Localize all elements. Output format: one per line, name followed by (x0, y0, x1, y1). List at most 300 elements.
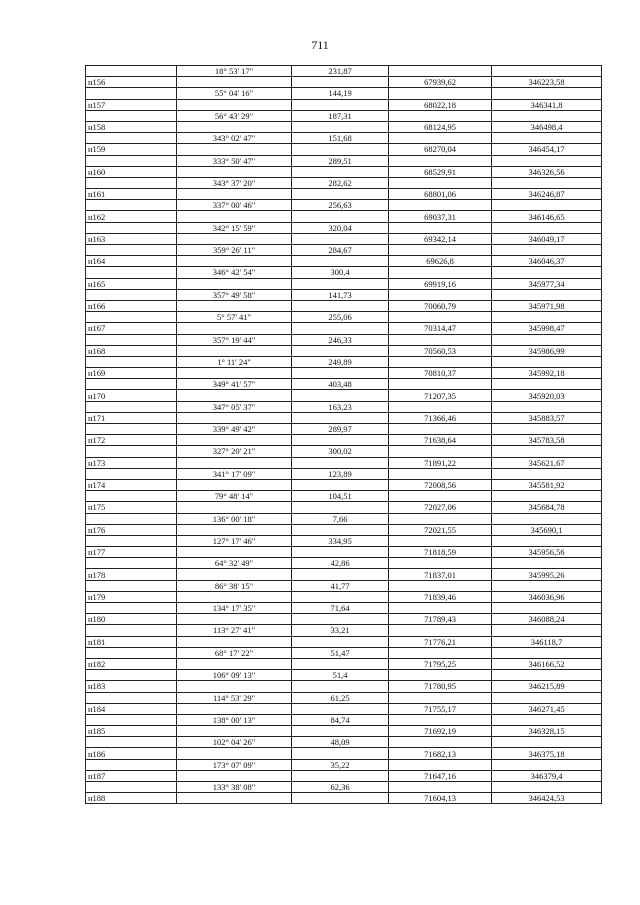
point-cell (86, 782, 177, 793)
bearing-cell: 102° 04' 26" (177, 737, 292, 748)
point-cell: н162 (86, 211, 177, 222)
table-row (86, 714, 602, 725)
y-coordinate-cell: 346223,58 (492, 77, 602, 88)
point-cell (86, 133, 177, 144)
y-coordinate-cell: 345992,18 (492, 368, 602, 379)
y-coordinate-cell: 346118,7 (492, 636, 602, 647)
distance-cell: 284,67 (292, 245, 389, 256)
bearing-cell: 136° 00' 18" (177, 513, 292, 524)
x-coordinate-cell (389, 558, 492, 569)
point-cell: н156 (86, 77, 177, 88)
bearing-cell (177, 636, 292, 647)
x-coordinate-cell: 70810,37 (389, 368, 492, 379)
table-row (86, 289, 602, 300)
x-coordinate-cell: 71789,43 (389, 614, 492, 625)
bearing-cell: 133° 38' 08" (177, 782, 292, 793)
x-coordinate-cell (389, 200, 492, 211)
table-row (86, 726, 602, 737)
x-coordinate-cell: 71818,59 (389, 547, 492, 558)
y-coordinate-cell (492, 66, 602, 77)
table-row (86, 121, 602, 132)
boundary-coordinates-table (85, 65, 602, 804)
point-cell: н172 (86, 435, 177, 446)
x-coordinate-cell: 71837,01 (389, 569, 492, 580)
x-coordinate-cell: 67939,62 (389, 77, 492, 88)
bearing-cell (177, 569, 292, 580)
bearing-cell (177, 77, 292, 88)
bearing-cell: 134° 17' 35" (177, 603, 292, 614)
x-coordinate-cell (389, 513, 492, 524)
x-coordinate-cell: 71891,22 (389, 457, 492, 468)
point-cell (86, 379, 177, 390)
point-cell: н168 (86, 345, 177, 356)
y-coordinate-cell: 345684,78 (492, 502, 602, 513)
table-row (86, 211, 602, 222)
bearing-cell (177, 479, 292, 490)
distance-cell: 123,89 (292, 468, 389, 479)
x-coordinate-cell: 68529,91 (389, 166, 492, 177)
point-cell: н166 (86, 300, 177, 311)
x-coordinate-cell (389, 759, 492, 770)
table-row (86, 66, 602, 77)
distance-cell: 62,36 (292, 782, 389, 793)
distance-cell: 42,86 (292, 558, 389, 569)
table-row (86, 99, 602, 110)
distance-cell (292, 300, 389, 311)
x-coordinate-cell (389, 177, 492, 188)
point-cell: н161 (86, 189, 177, 200)
table-row (86, 300, 602, 311)
bearing-cell: 138° 00' 13" (177, 714, 292, 725)
x-coordinate-cell: 69626,8 (389, 256, 492, 267)
distance-cell: 84,74 (292, 714, 389, 725)
bearing-cell (177, 412, 292, 423)
table-row (86, 614, 602, 625)
bearing-cell (177, 435, 292, 446)
y-coordinate-cell: 345986,99 (492, 345, 602, 356)
table-row (86, 603, 602, 614)
distance-cell: 104,51 (292, 491, 389, 502)
distance-cell (292, 770, 389, 781)
table-row (86, 468, 602, 479)
distance-cell (292, 591, 389, 602)
y-coordinate-cell: 346146,65 (492, 211, 602, 222)
bearing-cell (177, 726, 292, 737)
table-row (86, 703, 602, 714)
distance-cell: 300,02 (292, 446, 389, 457)
point-cell (86, 647, 177, 658)
table-row (86, 222, 602, 233)
y-coordinate-cell (492, 133, 602, 144)
table-row (86, 345, 602, 356)
x-coordinate-cell (389, 647, 492, 658)
table-row (86, 334, 602, 345)
distance-cell (292, 390, 389, 401)
x-coordinate-cell: 72021,55 (389, 524, 492, 535)
y-coordinate-cell: 346424,53 (492, 793, 602, 804)
table-row (86, 748, 602, 759)
distance-cell (292, 99, 389, 110)
table-row (86, 356, 602, 367)
bearing-cell (177, 547, 292, 558)
y-coordinate-cell (492, 267, 602, 278)
y-coordinate-cell (492, 334, 602, 345)
distance-cell (292, 547, 389, 558)
point-cell: н175 (86, 502, 177, 513)
y-coordinate-cell (492, 200, 602, 211)
point-cell: н182 (86, 658, 177, 669)
point-cell: н187 (86, 770, 177, 781)
bearing-cell: 357° 49' 58" (177, 289, 292, 300)
x-coordinate-cell (389, 446, 492, 457)
x-coordinate-cell (389, 491, 492, 502)
point-cell: н158 (86, 121, 177, 132)
x-coordinate-cell: 71776,21 (389, 636, 492, 647)
x-coordinate-cell: 69342,14 (389, 233, 492, 244)
bearing-cell: 343° 02' 47" (177, 133, 292, 144)
y-coordinate-cell (492, 535, 602, 546)
bearing-cell (177, 99, 292, 110)
table-row (86, 479, 602, 490)
table-row (86, 692, 602, 703)
distance-cell: 289,97 (292, 424, 389, 435)
bearing-cell (177, 614, 292, 625)
point-cell (86, 245, 177, 256)
table-row (86, 412, 602, 423)
x-coordinate-cell (389, 267, 492, 278)
x-coordinate-cell: 71638,64 (389, 435, 492, 446)
table-row (86, 189, 602, 200)
x-coordinate-cell: 72008,56 (389, 479, 492, 490)
x-coordinate-cell: 68022,18 (389, 99, 492, 110)
table-row (86, 782, 602, 793)
bearing-cell (177, 211, 292, 222)
bearing-cell: 337° 00' 46" (177, 200, 292, 211)
point-cell: н160 (86, 166, 177, 177)
y-coordinate-cell (492, 110, 602, 121)
bearing-cell: 173° 07' 09" (177, 759, 292, 770)
x-coordinate-cell (389, 714, 492, 725)
x-coordinate-cell: 71795,25 (389, 658, 492, 669)
distance-cell: 320,04 (292, 222, 389, 233)
y-coordinate-cell (492, 580, 602, 591)
x-coordinate-cell (389, 379, 492, 390)
point-cell: н167 (86, 323, 177, 334)
y-coordinate-cell: 346454,17 (492, 144, 602, 155)
distance-cell (292, 323, 389, 334)
y-coordinate-cell (492, 88, 602, 99)
x-coordinate-cell (389, 737, 492, 748)
point-cell (86, 200, 177, 211)
table-row (86, 636, 602, 647)
y-coordinate-cell: 346166,52 (492, 658, 602, 669)
bearing-cell: 5° 57' 41" (177, 312, 292, 323)
bearing-cell: 79° 48' 14" (177, 491, 292, 502)
y-coordinate-cell: 345621,67 (492, 457, 602, 468)
x-coordinate-cell (389, 133, 492, 144)
point-cell (86, 580, 177, 591)
point-cell: н173 (86, 457, 177, 468)
table-row (86, 267, 602, 278)
x-coordinate-cell (389, 670, 492, 681)
table-row (86, 401, 602, 412)
point-cell (86, 625, 177, 636)
bearing-cell: 64° 32' 49" (177, 558, 292, 569)
x-coordinate-cell: 71755,17 (389, 703, 492, 714)
table-row (86, 424, 602, 435)
bearing-cell: 347° 05' 37" (177, 401, 292, 412)
distance-cell: 300,4 (292, 267, 389, 278)
bearing-cell (177, 166, 292, 177)
y-coordinate-cell (492, 424, 602, 435)
y-coordinate-cell: 346246,87 (492, 189, 602, 200)
y-coordinate-cell: 346271,45 (492, 703, 602, 714)
table-row (86, 144, 602, 155)
table-row (86, 88, 602, 99)
point-cell (86, 356, 177, 367)
distance-cell (292, 681, 389, 692)
point-cell (86, 66, 177, 77)
distance-cell: 33,21 (292, 625, 389, 636)
point-cell (86, 714, 177, 725)
table-row (86, 535, 602, 546)
x-coordinate-cell: 71692,19 (389, 726, 492, 737)
y-coordinate-cell (492, 245, 602, 256)
distance-cell: 249,89 (292, 356, 389, 367)
bearing-cell: 359° 26' 11" (177, 245, 292, 256)
table-row (86, 245, 602, 256)
point-cell (86, 267, 177, 278)
table-row (86, 256, 602, 267)
bearing-cell (177, 658, 292, 669)
bearing-cell (177, 681, 292, 692)
table-row (86, 670, 602, 681)
y-coordinate-cell: 345883,57 (492, 412, 602, 423)
y-coordinate-cell (492, 401, 602, 412)
distance-cell: 144,19 (292, 88, 389, 99)
table-row (86, 759, 602, 770)
table-row (86, 625, 602, 636)
x-coordinate-cell (389, 468, 492, 479)
point-cell: н178 (86, 569, 177, 580)
point-cell: н159 (86, 144, 177, 155)
x-coordinate-cell: 71366,46 (389, 412, 492, 423)
distance-cell: 231,87 (292, 66, 389, 77)
page-number: 711 (311, 38, 329, 52)
distance-cell (292, 278, 389, 289)
table-row (86, 312, 602, 323)
y-coordinate-cell: 345690,1 (492, 524, 602, 535)
bearing-cell: 327° 20' 21" (177, 446, 292, 457)
bearing-cell (177, 121, 292, 132)
y-coordinate-cell: 346046,37 (492, 256, 602, 267)
x-coordinate-cell (389, 356, 492, 367)
distance-cell (292, 479, 389, 490)
distance-cell (292, 77, 389, 88)
point-cell: н184 (86, 703, 177, 714)
bearing-cell: 343° 37' 20" (177, 177, 292, 188)
y-coordinate-cell (492, 647, 602, 658)
y-coordinate-cell: 346328,15 (492, 726, 602, 737)
point-cell: н171 (86, 412, 177, 423)
point-cell (86, 401, 177, 412)
table-row (86, 591, 602, 602)
point-cell (86, 670, 177, 681)
distance-cell: 246,33 (292, 334, 389, 345)
distance-cell (292, 569, 389, 580)
point-cell (86, 155, 177, 166)
bearing-cell: 106° 09' 13" (177, 670, 292, 681)
bearing-cell: 357° 19' 44" (177, 334, 292, 345)
y-coordinate-cell (492, 155, 602, 166)
bearing-cell: 1° 11' 24" (177, 356, 292, 367)
y-coordinate-cell: 345956,56 (492, 547, 602, 558)
table-row (86, 155, 602, 166)
x-coordinate-cell: 71207,35 (389, 390, 492, 401)
distance-cell (292, 793, 389, 804)
table-row (86, 177, 602, 188)
point-cell: н157 (86, 99, 177, 110)
y-coordinate-cell: 346375,18 (492, 748, 602, 759)
point-cell: н170 (86, 390, 177, 401)
table-row (86, 580, 602, 591)
table-row (86, 446, 602, 457)
x-coordinate-cell (389, 289, 492, 300)
point-cell (86, 88, 177, 99)
x-coordinate-cell: 71839,46 (389, 591, 492, 602)
table-row (86, 77, 602, 88)
x-coordinate-cell (389, 110, 492, 121)
x-coordinate-cell (389, 692, 492, 703)
distance-cell (292, 502, 389, 513)
table-body (86, 66, 602, 804)
table-row (86, 558, 602, 569)
x-coordinate-cell: 71780,95 (389, 681, 492, 692)
x-coordinate-cell: 69919,16 (389, 278, 492, 289)
y-coordinate-cell: 346036,96 (492, 591, 602, 602)
point-cell: н177 (86, 547, 177, 558)
bearing-cell: 342° 15' 59" (177, 222, 292, 233)
distance-cell (292, 614, 389, 625)
y-coordinate-cell: 346049,17 (492, 233, 602, 244)
distance-cell (292, 189, 389, 200)
table-row (86, 435, 602, 446)
point-cell (86, 759, 177, 770)
point-cell: н181 (86, 636, 177, 647)
y-coordinate-cell (492, 468, 602, 479)
point-cell (86, 110, 177, 121)
distance-cell (292, 233, 389, 244)
table-row (86, 457, 602, 468)
x-coordinate-cell (389, 782, 492, 793)
y-coordinate-cell (492, 714, 602, 725)
x-coordinate-cell: 69037,31 (389, 211, 492, 222)
point-cell (86, 424, 177, 435)
distance-cell (292, 524, 389, 535)
bearing-cell (177, 189, 292, 200)
bearing-cell (177, 502, 292, 513)
distance-cell (292, 748, 389, 759)
point-cell: н163 (86, 233, 177, 244)
table-row (86, 110, 602, 121)
bearing-cell (177, 323, 292, 334)
bearing-cell: 18° 53' 17" (177, 66, 292, 77)
point-cell: н180 (86, 614, 177, 625)
table-row (86, 647, 602, 658)
x-coordinate-cell: 68124,95 (389, 121, 492, 132)
y-coordinate-cell (492, 177, 602, 188)
distance-cell: 141,73 (292, 289, 389, 300)
y-coordinate-cell (492, 312, 602, 323)
y-coordinate-cell (492, 491, 602, 502)
table-row (86, 368, 602, 379)
table-row (86, 379, 602, 390)
point-cell: н186 (86, 748, 177, 759)
table-row (86, 323, 602, 334)
bearing-cell: 349° 41' 57" (177, 379, 292, 390)
point-cell (86, 603, 177, 614)
point-cell (86, 468, 177, 479)
y-coordinate-cell: 345971,98 (492, 300, 602, 311)
bearing-cell (177, 770, 292, 781)
point-cell (86, 222, 177, 233)
x-coordinate-cell: 68270,04 (389, 144, 492, 155)
x-coordinate-cell (389, 155, 492, 166)
distance-cell: 51,47 (292, 647, 389, 658)
point-cell (86, 737, 177, 748)
point-cell (86, 558, 177, 569)
point-cell: н169 (86, 368, 177, 379)
y-coordinate-cell (492, 222, 602, 233)
table-row (86, 491, 602, 502)
x-coordinate-cell (389, 401, 492, 412)
distance-cell (292, 636, 389, 647)
point-cell: н164 (86, 256, 177, 267)
distance-cell: 255,06 (292, 312, 389, 323)
y-coordinate-cell: 346341,8 (492, 99, 602, 110)
distance-cell: 163,23 (292, 401, 389, 412)
x-coordinate-cell: 72027,06 (389, 502, 492, 513)
bearing-cell: 86° 38' 15" (177, 580, 292, 591)
table-row (86, 547, 602, 558)
x-coordinate-cell: 71682,13 (389, 748, 492, 759)
y-coordinate-cell (492, 513, 602, 524)
distance-cell: 51,4 (292, 670, 389, 681)
point-cell (86, 513, 177, 524)
bearing-cell: 56° 43' 29" (177, 110, 292, 121)
y-coordinate-cell (492, 289, 602, 300)
bearing-cell: 333° 50' 47" (177, 155, 292, 166)
bearing-cell: 339° 49' 42" (177, 424, 292, 435)
x-coordinate-cell (389, 603, 492, 614)
y-coordinate-cell (492, 625, 602, 636)
y-coordinate-cell: 346215,89 (492, 681, 602, 692)
distance-cell (292, 345, 389, 356)
distance-cell: 41,77 (292, 580, 389, 591)
bearing-cell (177, 278, 292, 289)
distance-cell: 289,51 (292, 155, 389, 166)
distance-cell: 282,62 (292, 177, 389, 188)
distance-cell: 35,22 (292, 759, 389, 770)
distance-cell: 151,68 (292, 133, 389, 144)
distance-cell (292, 144, 389, 155)
x-coordinate-cell (389, 88, 492, 99)
bearing-cell: 113° 27' 41" (177, 625, 292, 636)
point-cell (86, 692, 177, 703)
table-row (86, 233, 602, 244)
bearing-cell (177, 300, 292, 311)
x-coordinate-cell (389, 334, 492, 345)
